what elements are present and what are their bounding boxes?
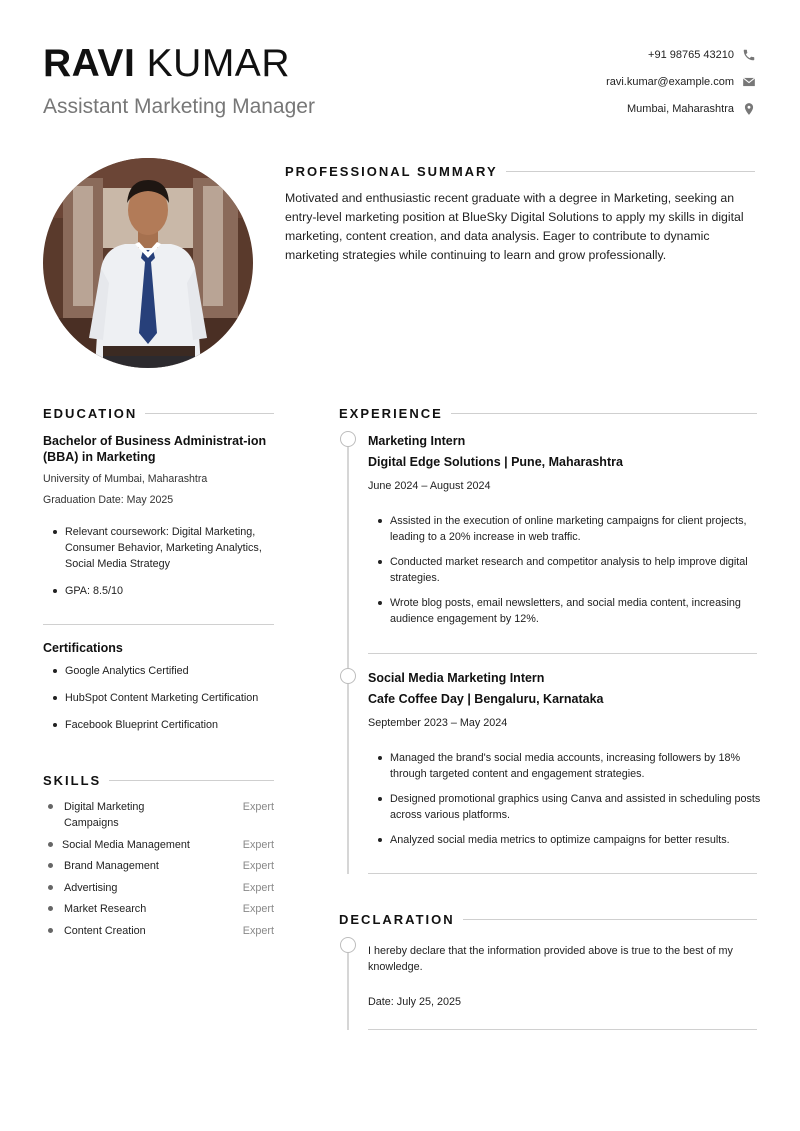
education-block (43, 433, 274, 599)
location-text: Mumbai, Maharashtra (627, 102, 734, 115)
summary-heading (285, 164, 755, 179)
degree-title: Bachelor of Business Administrat-ion (BBA) in Marketing (43, 434, 267, 464)
skill-level: Expert (242, 882, 274, 894)
education-bullets (43, 524, 274, 599)
experience-item (368, 433, 768, 636)
section-divider (368, 873, 757, 874)
list-item: Facebook Blueprint Certification (43, 717, 274, 733)
skill-name: Content Creation (64, 925, 146, 937)
job-bullets (368, 750, 768, 848)
list-item: Wrote blog posts, email newsletters, and social media content, increasing audience engagement by 12%. (368, 595, 768, 627)
experience-heading (339, 406, 757, 421)
list-item: Relevant coursework: Digital Marketing, Consumer Behavior, Marketing Analytics, Social Media Strategy (43, 524, 274, 572)
list-item: Analyzed social media metrics to optimize campaigns for better results. (368, 832, 768, 848)
list-item: Managed the brand's social media accounts, increasing followers by 18% through targeted content and engagement strategies. (368, 750, 768, 782)
experience-item (368, 670, 768, 857)
timeline-marker (340, 937, 356, 953)
job-title: Marketing Intern (368, 434, 466, 448)
skill-row (43, 837, 274, 853)
bullet-dot (48, 842, 53, 847)
heading-divider (145, 413, 274, 414)
list-item: Conducted market research and competitor analysis to help improve digital strategies. (368, 554, 768, 586)
list-item: GPA: 8.5/10 (43, 583, 274, 599)
section-divider (368, 1029, 757, 1030)
timeline-marker (340, 431, 356, 447)
skill-name: Advertising (64, 882, 118, 894)
bullet-dot (48, 885, 53, 890)
list-item: HubSpot Content Marketing Certification (43, 690, 274, 706)
skill-row (43, 901, 274, 917)
bullet-dot (48, 928, 53, 933)
section-divider (43, 624, 274, 625)
skill-name: Social Media Management (62, 839, 190, 851)
contact-location (457, 95, 757, 122)
email-text[interactable]: ravi.kumar@example.com (606, 75, 734, 88)
certifications-title: Certifications (43, 641, 123, 655)
bullet-dot (48, 906, 53, 911)
education-heading (43, 406, 274, 421)
job-company: Digital Edge Solutions | Pune, Maharashtra (368, 455, 623, 469)
heading-divider (451, 413, 757, 414)
experience-heading-text: EXPERIENCE (339, 406, 443, 421)
list-item: Google Analytics Certified (43, 663, 274, 679)
skills-heading (43, 773, 274, 788)
job-company: Cafe Coffee Day | Bengaluru, Karnataka (368, 692, 604, 706)
timeline-line (347, 446, 349, 874)
skill-name: Brand Management (64, 860, 159, 872)
job-dates: September 2023 – May 2024 (368, 717, 508, 729)
certifications-list (43, 663, 274, 733)
skill-level: Expert (242, 860, 274, 872)
skill-row (43, 923, 274, 939)
contact-email (457, 68, 757, 95)
skill-name: Market Research (64, 903, 147, 915)
skill-row (43, 880, 274, 896)
declaration-date: Date: July 25, 2025 (368, 996, 462, 1008)
job-bullets (368, 513, 768, 627)
last-name: KUMAR (146, 42, 290, 85)
contact-phone (457, 41, 757, 68)
university: University of Mumbai, Maharashtra (43, 473, 208, 485)
skill-level: Expert (242, 839, 274, 851)
heading-divider (506, 171, 755, 172)
graduation-date: Graduation Date: May 2025 (43, 494, 174, 506)
heading-divider (109, 780, 274, 781)
summary-text: Motivated and enthusiastic recent graduate with a degree in Marketing, seeking an entry-level marketing position at BlueSky Digital Solutions to apply my skills in digital marketing, content creation, and data analysis. Eager to contribute to dynamic marketing strategies while continuing to learn and grow professionally. (285, 191, 744, 262)
skill-level: Expert (242, 925, 274, 937)
summary-heading-text: PROFESSIONAL SUMMARY (285, 164, 498, 179)
bullet-dot (48, 863, 53, 868)
skill-level: Expert (242, 801, 274, 813)
skills-heading-text: SKILLS (43, 773, 102, 788)
section-divider (368, 653, 757, 654)
timeline-marker (340, 668, 356, 684)
declaration-heading-text: DECLARATION (339, 912, 455, 927)
skill-row (43, 799, 274, 831)
mail-icon (741, 74, 757, 90)
job-title: Social Media Marketing Intern (368, 671, 545, 685)
contact-block (457, 41, 757, 122)
job-dates: June 2024 – August 2024 (368, 480, 491, 492)
first-name: RAVI (43, 42, 136, 85)
location-pin-icon (741, 101, 757, 117)
phone-text: +91 98765 43210 (648, 48, 734, 61)
timeline-line (347, 952, 349, 1030)
education-heading-text: EDUCATION (43, 406, 138, 421)
bullet-dot (48, 804, 53, 809)
heading-divider (463, 919, 757, 920)
skill-row (43, 858, 274, 874)
candidate-name (43, 44, 290, 83)
certifications-block (43, 641, 274, 733)
skill-name: Digital Marketing Campaigns (64, 801, 145, 829)
list-item: Assisted in the execution of online marketing campaigns for client projects, leading to a 20% increase in web traffic. (368, 513, 768, 545)
profile-photo (43, 158, 253, 368)
job-role: Assistant Marketing Manager (43, 95, 315, 118)
skill-level: Expert (242, 903, 274, 915)
list-item: Designed promotional graphics using Canva and assisted in scheduling posts across various platforms. (368, 791, 768, 823)
phone-icon (741, 47, 757, 63)
declaration-heading (339, 912, 757, 927)
declaration-text: I hereby declare that the information provided above is true to the best of my knowledge. (368, 945, 733, 973)
